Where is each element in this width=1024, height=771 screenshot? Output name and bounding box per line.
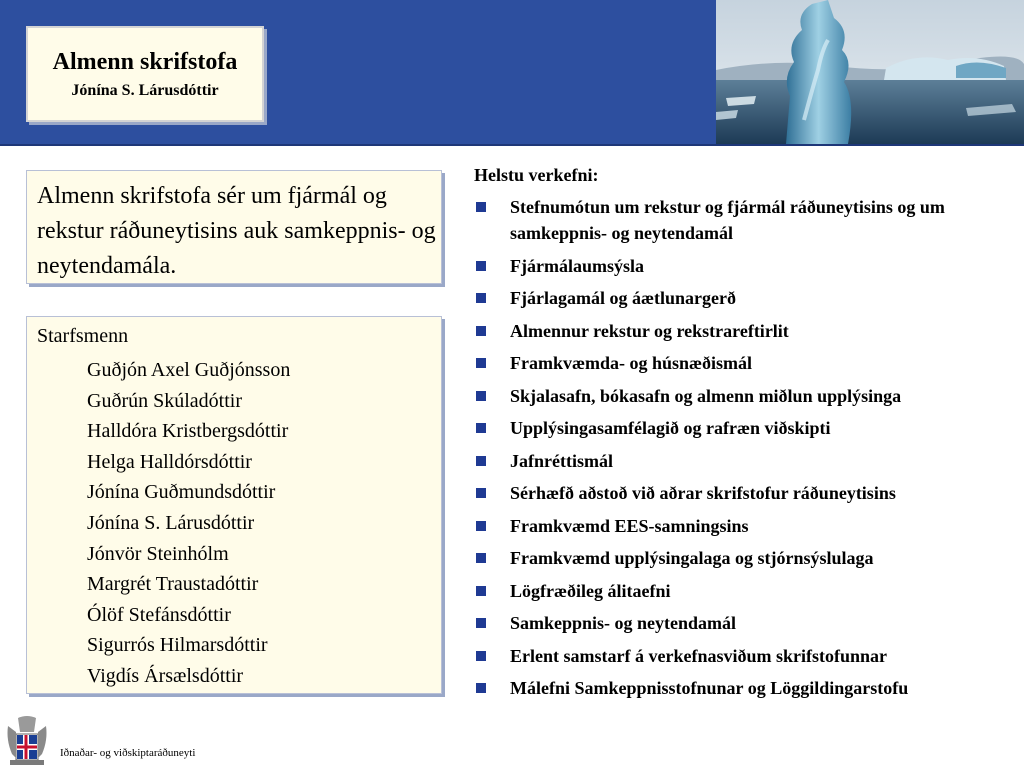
task-item <box>474 448 1019 474</box>
task-text: Málefni Samkeppnisstofnunar og Löggildingarstofu <box>510 678 909 698</box>
square-bullet-icon <box>476 553 486 563</box>
task-item <box>474 545 1019 571</box>
staff-heading: Starfsmenn <box>37 325 129 347</box>
title-card <box>26 26 264 122</box>
task-text: Sérhæfð aðstoð við aðrar skrifstofur ráðuneytisins <box>510 483 896 503</box>
task-item <box>474 513 1019 539</box>
task-item <box>474 285 1019 311</box>
staff-member: Ólöf Stefánsdóttir <box>87 603 231 626</box>
task-text: Framkvæmda- og húsnæðismál <box>510 353 753 373</box>
task-item <box>474 610 1019 636</box>
staff-member: Margrét Traustadóttir <box>87 573 259 596</box>
ministry-name: Iðnaðar- og viðskiptaráðuneyti <box>60 747 196 759</box>
staff-box <box>26 316 442 694</box>
staff-list <box>87 355 290 692</box>
summary-text: Almenn skrifstofa sér um fjármál og rekstur ráðuneytisins auk samkeppnis- og neytendamála. <box>37 183 436 279</box>
task-item <box>474 480 1019 506</box>
tasks-heading: Helstu verkefni: <box>474 165 599 185</box>
page-subtitle: Jónína S. Lárusdóttir <box>71 82 219 99</box>
task-text: Almennur rekstur og rekstrareftirlit <box>510 320 789 341</box>
task-text: Stefnumótun um rekstur og fjármál ráðuneytisins og um samkeppnis- og neytendamál <box>510 197 945 243</box>
task-text: Fjárlagamál og áætlunargerð <box>510 288 736 308</box>
staff-member: Guðrún Skúladóttir <box>87 389 242 412</box>
square-bullet-icon <box>476 683 486 693</box>
page-title: Almenn skrifstofa <box>52 49 238 75</box>
task-item <box>474 318 1019 344</box>
staff-member: Helga Halldórsdóttir <box>87 450 252 473</box>
square-bullet-icon <box>476 358 486 368</box>
square-bullet-icon <box>476 586 486 596</box>
task-text: Framkvæmd upplýsingalaga og stjórnsýslulaga <box>510 548 874 568</box>
square-bullet-icon <box>476 391 486 401</box>
staff-member: Jónvör Steinhólm <box>87 542 229 565</box>
task-item <box>474 643 1019 669</box>
task-item <box>474 415 1019 441</box>
tasks-list <box>474 194 1019 708</box>
task-item <box>474 383 1019 409</box>
task-item <box>474 253 1019 279</box>
staff-member: Halldóra Kristbergsdóttir <box>87 420 289 443</box>
square-bullet-icon <box>476 261 486 271</box>
summary-box <box>26 170 442 284</box>
task-item <box>474 194 1019 246</box>
square-bullet-icon <box>476 202 486 212</box>
staff-member: Jónína Guðmundsdóttir <box>87 481 276 504</box>
task-text: Framkvæmd EES-samningsins <box>510 515 749 536</box>
square-bullet-icon <box>476 326 486 336</box>
task-text: Erlent samstarf á verkefnasviðum skrifstofunnar <box>510 645 887 666</box>
task-text: Samkeppnis- og neytendamál <box>510 613 737 633</box>
task-text: Lögfræðileg álitaefni <box>510 580 671 601</box>
task-item <box>474 675 1019 701</box>
icelandic-coat-of-arms-icon <box>4 714 50 766</box>
square-bullet-icon <box>476 423 486 433</box>
square-bullet-icon <box>476 651 486 661</box>
staff-member: Vigdís Ársælsdóttir <box>87 664 244 687</box>
square-bullet-icon <box>476 521 486 531</box>
task-text: Fjármálaumsýsla <box>510 255 644 276</box>
square-bullet-icon <box>476 456 486 466</box>
staff-member: Sigurrós Hilmarsdóttir <box>87 634 268 657</box>
task-text: Skjalasafn, bókasafn og almenn miðlun upplýsinga <box>510 385 902 406</box>
square-bullet-icon <box>476 618 486 628</box>
task-text: Upplýsingasamfélagið og rafræn viðskipti <box>510 418 831 438</box>
glacier-ice-photo <box>716 0 1024 144</box>
task-item <box>474 578 1019 604</box>
staff-member: Guðjón Axel Guðjónsson <box>87 359 291 381</box>
header-divider <box>0 144 1024 146</box>
staff-member: Jónína S. Lárusdóttir <box>87 511 255 534</box>
square-bullet-icon <box>476 293 486 303</box>
task-item <box>474 350 1019 376</box>
task-text: Jafnréttismál <box>510 450 613 471</box>
square-bullet-icon <box>476 488 486 498</box>
